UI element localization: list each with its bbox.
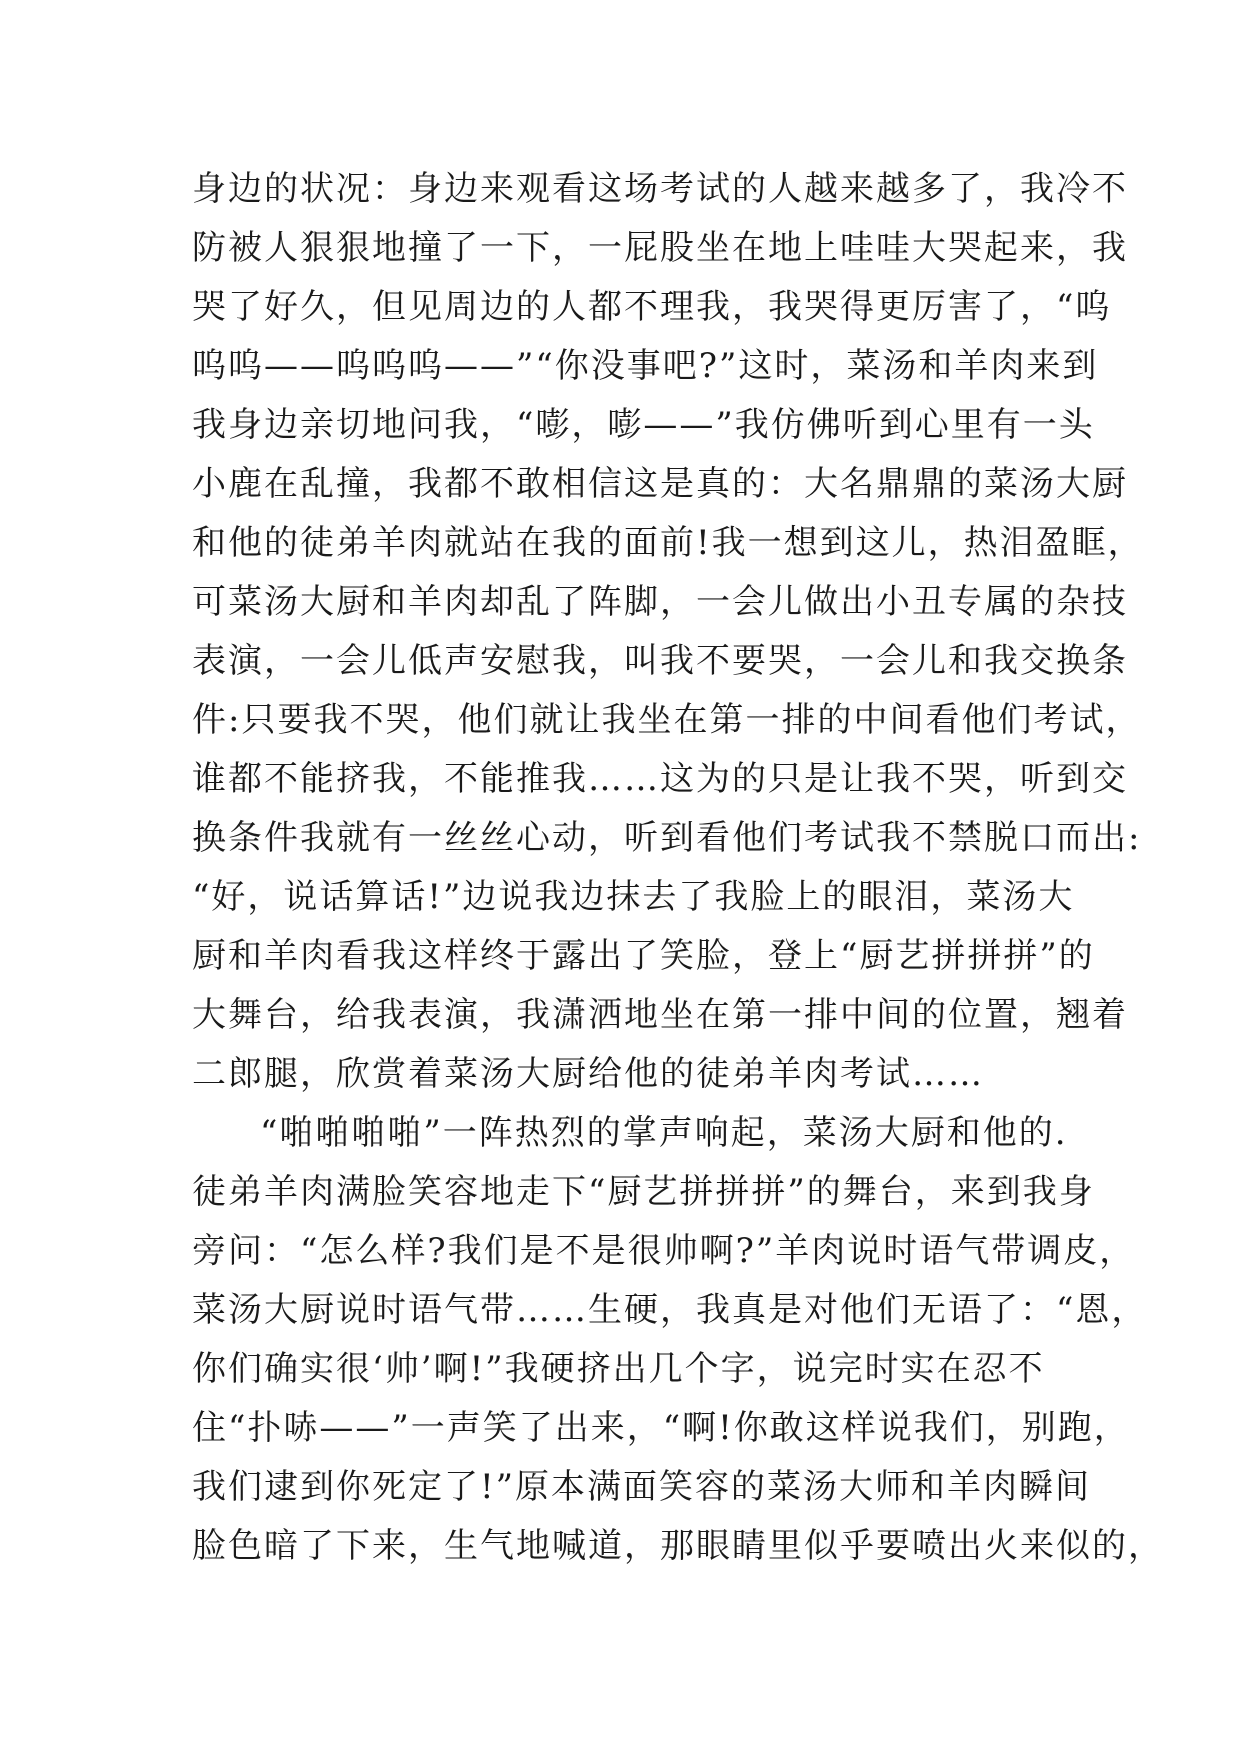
text-line: 脸色暗了下来，生气地喊道，那眼睛里似乎要喷出火来似的， — [192, 1526, 1164, 1566]
text-line: 表演，一会儿低声安慰我，叫我不要哭，一会儿和我交换条 — [192, 641, 1128, 681]
text-line: 厨和羊肉看我这样终于露出了笑脸，登上“厨艺拼拼拼”的 — [192, 936, 1095, 976]
text-line: 我们逮到你死定了!”原本满面笑容的菜汤大师和羊肉瞬间 — [192, 1467, 1092, 1507]
text-line: 谁都不能挤我，不能推我……这为的只是让我不哭，听到交 — [192, 759, 1128, 799]
text-line: 你们确实很‘帅’啊!”我硬挤出几个字，说完时实在忍不 — [192, 1349, 1045, 1389]
text-line: 防被人狠狠地撞了一下，一屁股坐在地上哇哇大哭起来，我 — [192, 228, 1128, 268]
text-line: 换条件我就有一丝丝心动，听到看他们考试我不禁脱口而出: — [192, 818, 1142, 858]
text-line: 哭了好久，但见周边的人都不理我，我哭得更厉害了，“呜 — [192, 287, 1112, 327]
text-line: 我身边亲切地问我，“嘭，嘭——”我仿佛听到心里有一头 — [192, 405, 1095, 445]
text-line: 和他的徒弟羊肉就站在我的面前!我一想到这儿，热泪盈眶， — [192, 523, 1144, 563]
text-line: 小鹿在乱撞，我都不敢相信这是真的：大名鼎鼎的菜汤大厨 — [192, 464, 1128, 504]
text-line: 二郎腿，欣赏着菜汤大厨给他的徒弟羊肉考试…… — [192, 1054, 984, 1094]
text-line: 呜呜——呜呜呜——”“你没事吧?”这时，菜汤和羊肉来到 — [192, 346, 1099, 386]
text-line: 菜汤大厨说时语气带……生硬，我真是对他们无语了：“恩， — [192, 1290, 1148, 1330]
paragraph-start-line: “啪啪啪啪”一阵热烈的掌声响起，菜汤大厨和他的. — [260, 1113, 1068, 1153]
text-line: 大舞台，给我表演，我潇洒地坐在第一排中间的位置，翘着 — [192, 995, 1128, 1035]
text-line: 住“扑哧——”一声笑了出来，“啊!你敢这样说我们，别跑， — [192, 1408, 1130, 1448]
text-line: 旁问：“怎么样?我们是不是很帅啊?”羊肉说时语气带调皮， — [192, 1231, 1136, 1271]
body-text — [192, 160, 1164, 1576]
text-line: 可菜汤大厨和羊肉却乱了阵脚，一会儿做出小丑专属的杂技 — [192, 582, 1128, 622]
text-line: 徒弟羊肉满脸笑容地走下“厨艺拼拼拼”的舞台，来到我身 — [192, 1172, 1095, 1212]
text-line: 身边的状况：身边来观看这场考试的人越来越多了，我冷不 — [192, 169, 1128, 209]
text-line: “好，说话算话!”边说我边抹去了我脸上的眼泪，菜汤大 — [192, 877, 1075, 917]
text-line: 件:只要我不哭，他们就让我坐在第一排的中间看他们考试， — [192, 700, 1142, 740]
